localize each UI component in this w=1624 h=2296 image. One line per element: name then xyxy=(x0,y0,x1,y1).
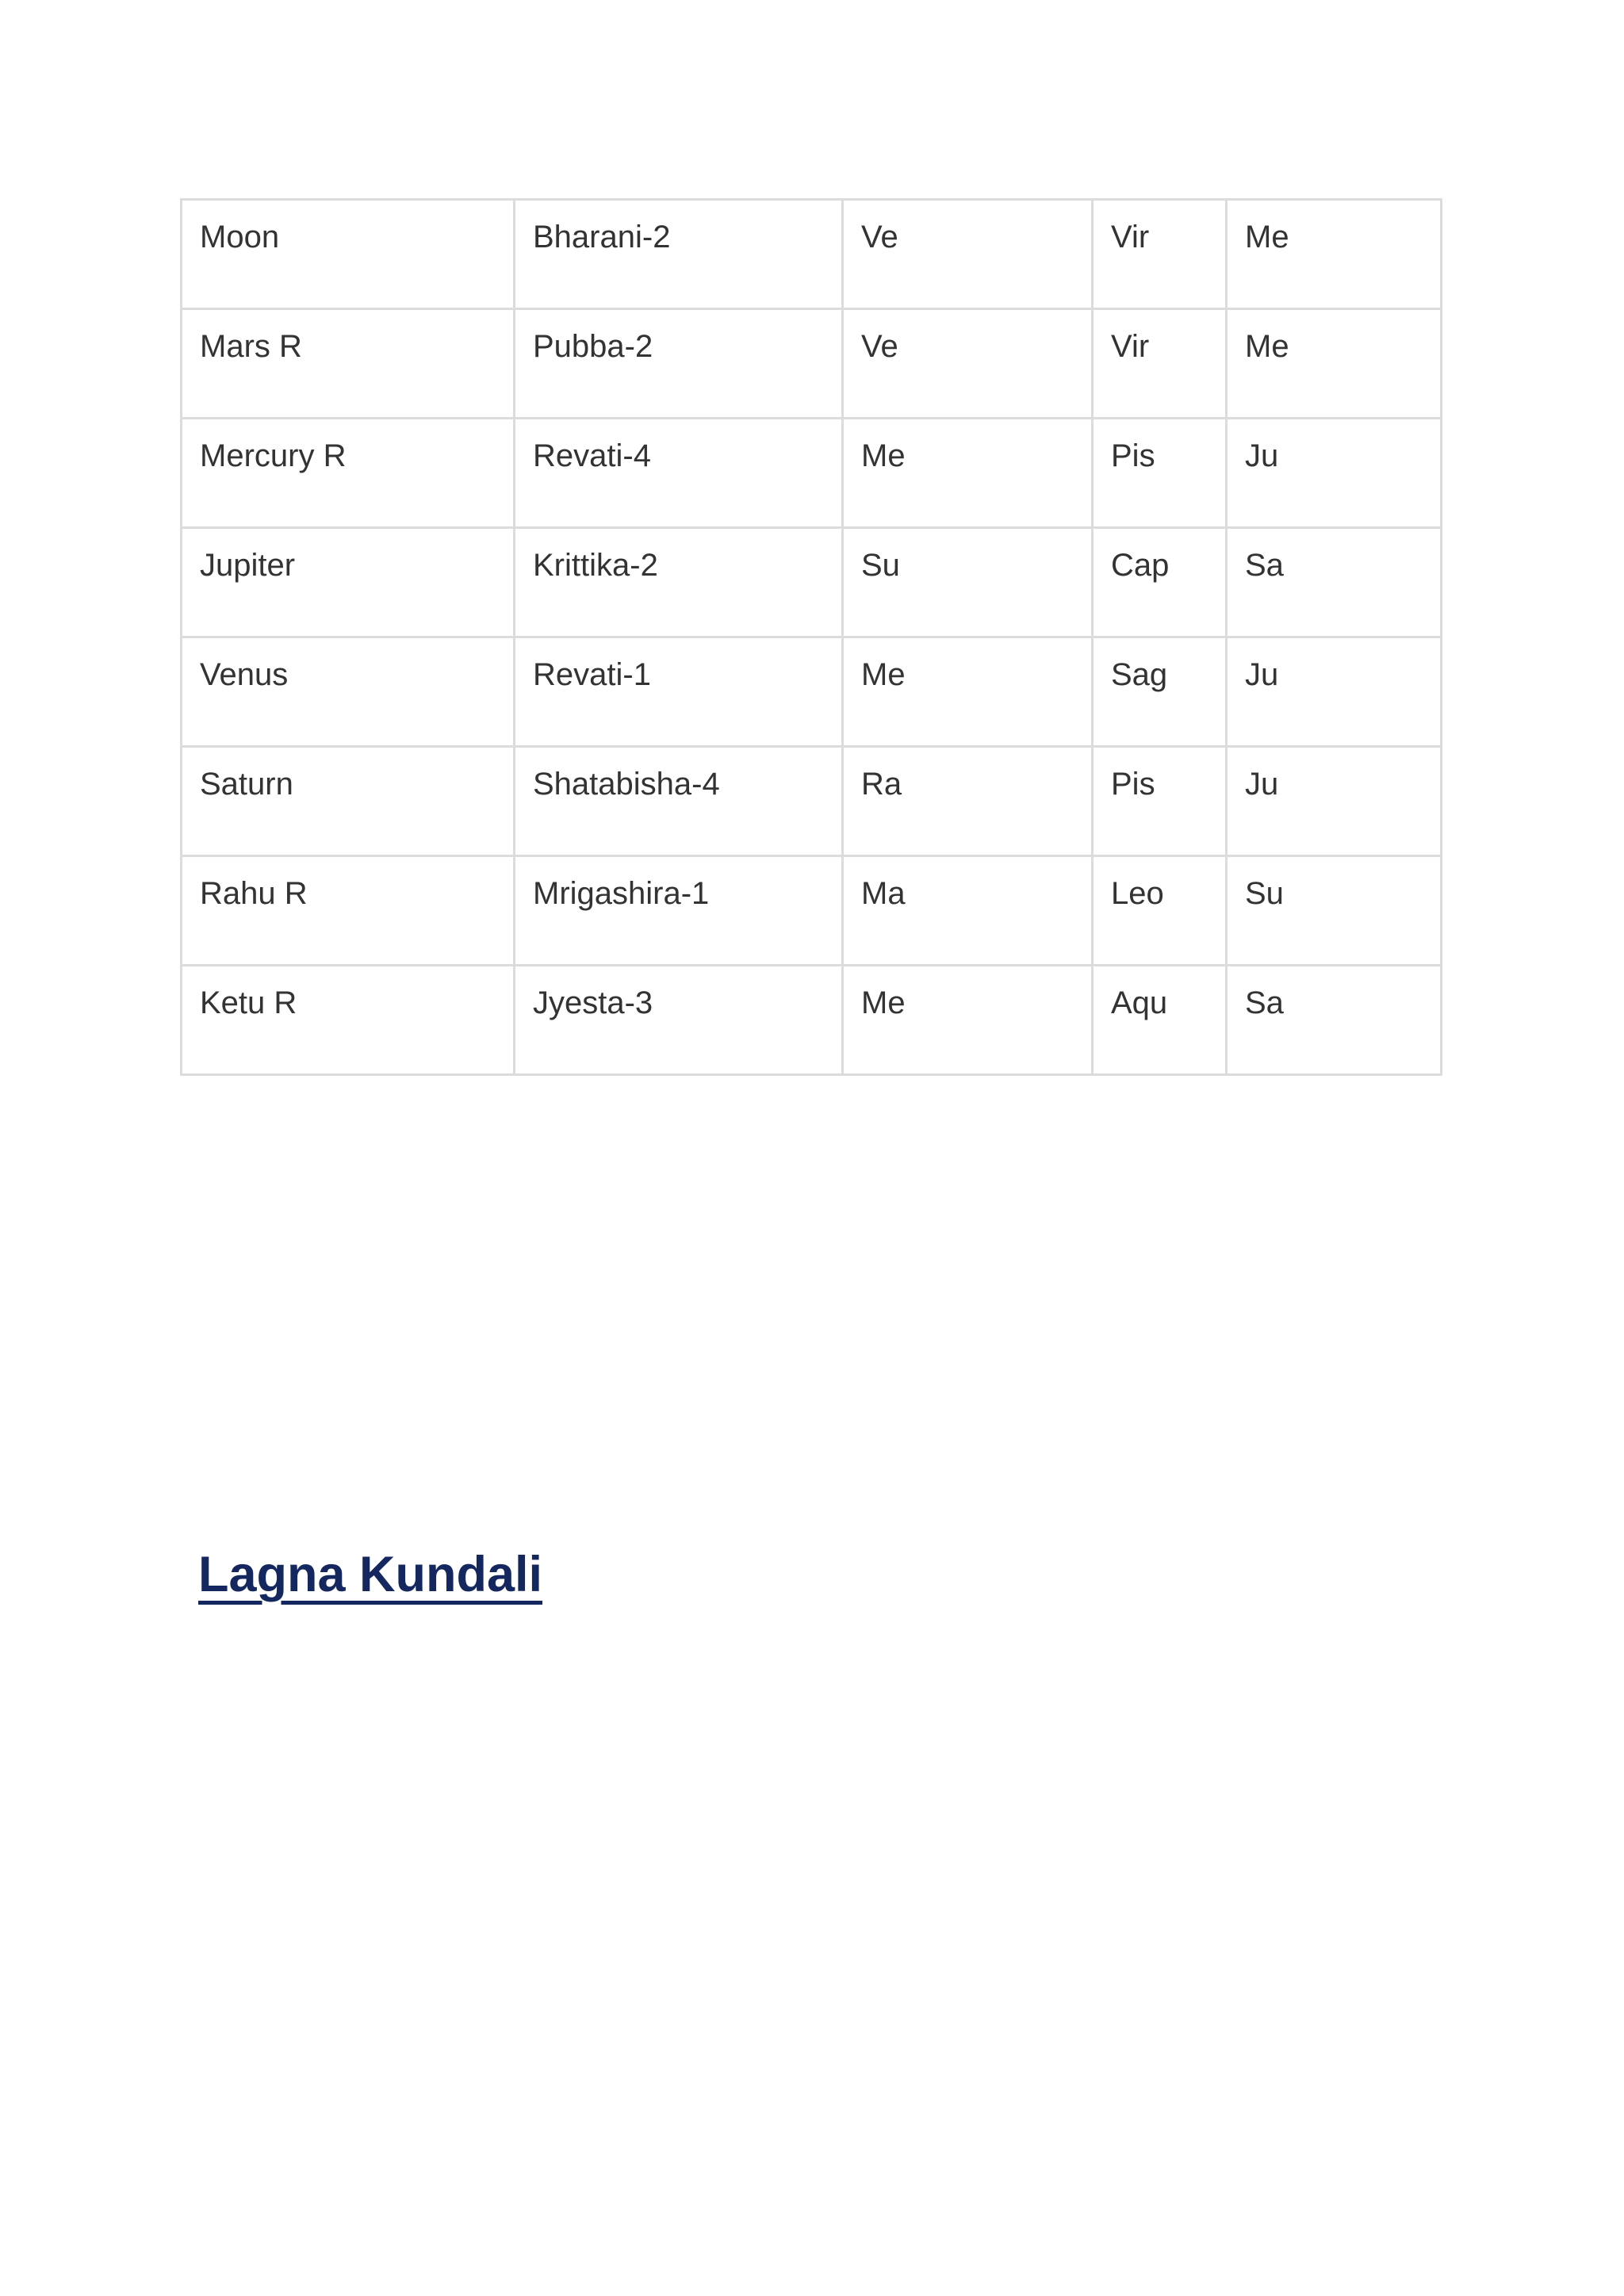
table-row xyxy=(182,747,1442,856)
sign-cell: Pis xyxy=(1093,747,1227,856)
nakshatra-cell: Revati-4 xyxy=(515,419,843,528)
table-row xyxy=(182,528,1442,637)
nakshatra-lord-cell: Me xyxy=(843,637,1093,747)
table-row xyxy=(182,966,1442,1075)
nakshatra-lord-cell: Me xyxy=(843,966,1093,1075)
sign-lord-cell: Ju xyxy=(1227,747,1442,856)
planet-cell: Mercury R xyxy=(182,419,515,528)
section-title: Lagna Kundali xyxy=(198,1547,543,1602)
sign-cell: Pis xyxy=(1093,419,1227,528)
nakshatra-lord-cell: Me xyxy=(843,419,1093,528)
nakshatra-cell: Shatabisha-4 xyxy=(515,747,843,856)
nakshatra-cell: Bharani-2 xyxy=(515,200,843,309)
table-row xyxy=(182,309,1442,419)
planet-cell: Saturn xyxy=(182,747,515,856)
sign-lord-cell: Ju xyxy=(1227,419,1442,528)
planet-cell: Rahu R xyxy=(182,856,515,966)
planet-cell: Venus xyxy=(182,637,515,747)
sign-cell: Sag xyxy=(1093,637,1227,747)
table-row xyxy=(182,856,1442,966)
planet-table xyxy=(180,198,1442,1076)
nakshatra-lord-cell: Ma xyxy=(843,856,1093,966)
sign-lord-cell: Su xyxy=(1227,856,1442,966)
table-row xyxy=(182,637,1442,747)
planet-cell: Mars R xyxy=(182,309,515,419)
sign-lord-cell: Sa xyxy=(1227,528,1442,637)
sign-lord-cell: Sa xyxy=(1227,966,1442,1075)
sign-cell: Cap xyxy=(1093,528,1227,637)
nakshatra-lord-cell: Ra xyxy=(843,747,1093,856)
nakshatra-cell: Jyesta-3 xyxy=(515,966,843,1075)
sign-cell: Vir xyxy=(1093,309,1227,419)
planet-cell: Moon xyxy=(182,200,515,309)
table-row xyxy=(182,200,1442,309)
nakshatra-cell: Pubba-2 xyxy=(515,309,843,419)
sign-lord-cell: Ju xyxy=(1227,637,1442,747)
planet-cell: Jupiter xyxy=(182,528,515,637)
nakshatra-cell: Mrigashira-1 xyxy=(515,856,843,966)
table-row xyxy=(182,419,1442,528)
planet-cell: Ketu R xyxy=(182,966,515,1075)
nakshatra-lord-cell: Ve xyxy=(843,309,1093,419)
nakshatra-lord-cell: Ve xyxy=(843,200,1093,309)
nakshatra-lord-cell: Su xyxy=(843,528,1093,637)
nakshatra-cell: Revati-1 xyxy=(515,637,843,747)
sign-lord-cell: Me xyxy=(1227,200,1442,309)
nakshatra-cell: Krittika-2 xyxy=(515,528,843,637)
sign-lord-cell: Me xyxy=(1227,309,1442,419)
sign-cell: Leo xyxy=(1093,856,1227,966)
sign-cell: Aqu xyxy=(1093,966,1227,1075)
sign-cell: Vir xyxy=(1093,200,1227,309)
